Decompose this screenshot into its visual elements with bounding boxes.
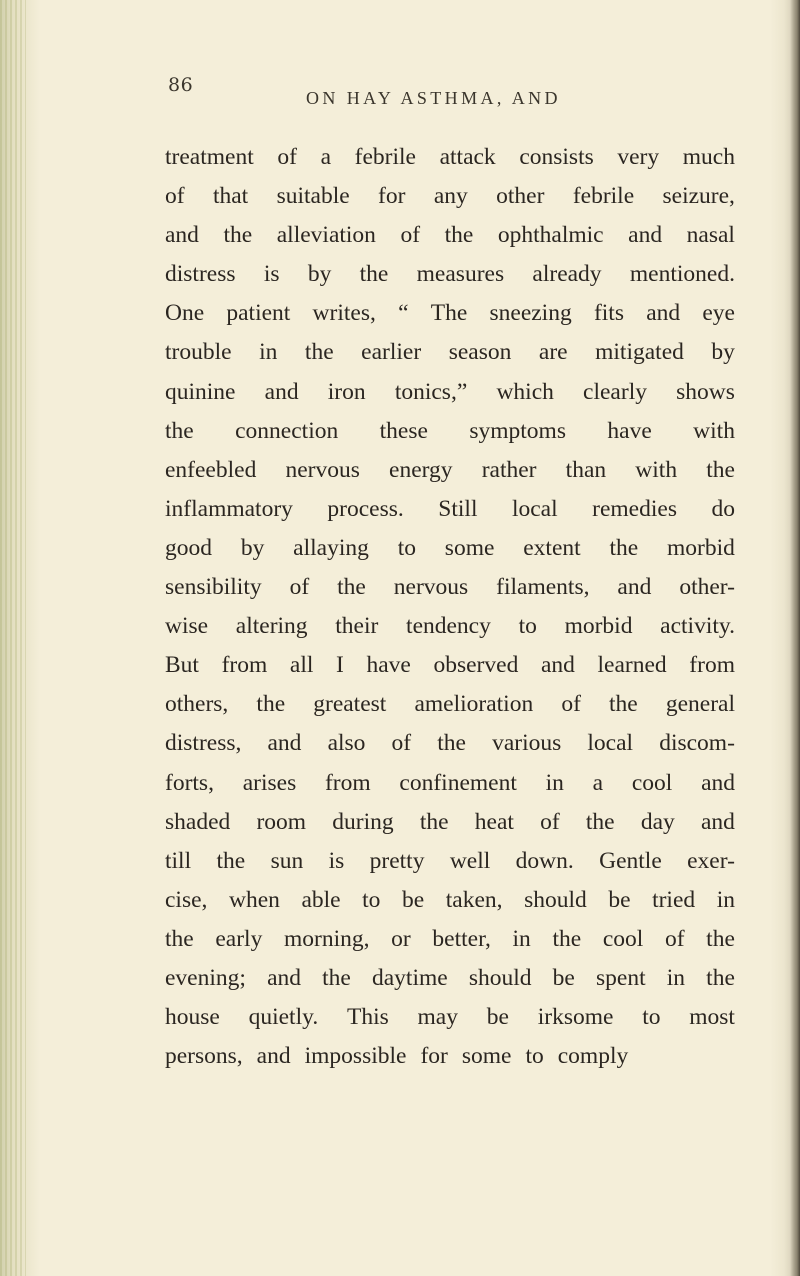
word: mitigated — [595, 339, 684, 366]
word: clearly — [583, 378, 647, 405]
word: of — [289, 574, 310, 601]
word: suitable — [276, 183, 350, 210]
word: morning, — [284, 925, 370, 952]
word: when — [228, 886, 280, 913]
word: consists — [519, 144, 594, 170]
word: patient — [226, 300, 291, 327]
word: remedies — [592, 495, 677, 522]
word: the — [256, 691, 286, 718]
word: the — [609, 534, 639, 561]
word: well — [449, 847, 491, 874]
text-line — [165, 607, 735, 646]
word: are — [538, 339, 568, 366]
word: able — [301, 886, 341, 913]
word: the — [165, 925, 194, 952]
word: by — [240, 534, 265, 561]
word: enfeebled — [165, 456, 257, 483]
word: irksome — [537, 1004, 614, 1031]
word: cool — [631, 769, 673, 796]
binding-gutter — [0, 0, 26, 1276]
word: wise — [165, 613, 209, 640]
word: from — [324, 769, 371, 796]
word: discom- — [659, 730, 735, 757]
word: and — [540, 652, 575, 679]
word: should — [524, 886, 587, 913]
word: amelioration — [414, 691, 534, 718]
word: filaments, — [496, 574, 590, 601]
text-line — [165, 177, 735, 216]
word: persons, — [165, 1043, 243, 1070]
text-line — [165, 255, 735, 294]
word: One — [165, 300, 205, 327]
word: shaded — [165, 808, 231, 835]
word: of — [664, 925, 685, 952]
text-line — [165, 959, 735, 998]
word: activity. — [660, 613, 735, 640]
word: the — [304, 339, 334, 366]
word: and — [165, 222, 199, 249]
word: to — [525, 1043, 544, 1070]
word: tendency — [406, 613, 491, 640]
word: the — [419, 808, 449, 835]
word: in — [512, 925, 531, 952]
word: and — [617, 574, 652, 601]
word: their — [335, 613, 379, 640]
word: various — [492, 730, 562, 757]
word: shows — [676, 378, 735, 405]
word: Still — [438, 495, 478, 522]
word: cise, — [165, 886, 208, 913]
word: other- — [679, 574, 735, 601]
word: tried — [652, 886, 696, 913]
word: and — [264, 378, 299, 405]
text-line — [165, 216, 735, 255]
word: distress — [165, 261, 236, 288]
word: during — [332, 808, 394, 835]
word: and — [700, 808, 735, 835]
word: arises — [242, 769, 297, 796]
word: the — [585, 808, 615, 835]
word: in — [545, 769, 564, 796]
text-line — [165, 1037, 735, 1076]
word: and — [267, 730, 302, 757]
text-line — [165, 685, 735, 724]
word: quinine — [165, 378, 236, 405]
text-line — [165, 412, 735, 451]
word: observed — [433, 652, 519, 679]
word: tonics,” — [394, 378, 468, 405]
word: nervous — [393, 574, 469, 601]
word: But — [165, 652, 199, 679]
word: or — [391, 925, 411, 952]
word: sun — [270, 847, 304, 874]
word: all — [289, 652, 314, 679]
word: allaying — [293, 534, 369, 561]
word: from — [221, 652, 268, 679]
word: exer- — [687, 847, 735, 874]
word: most — [689, 1004, 735, 1031]
word: learned — [597, 652, 667, 679]
word: spent — [596, 964, 646, 991]
word: that — [212, 183, 249, 210]
word: good — [165, 534, 212, 561]
word: be — [402, 886, 425, 913]
word: of — [400, 222, 421, 249]
word: cool — [602, 925, 644, 952]
text-line — [165, 294, 735, 333]
word: by — [711, 339, 735, 366]
word: forts, — [165, 769, 214, 796]
word: is — [328, 847, 345, 874]
word: the — [706, 456, 735, 483]
text-line — [165, 803, 735, 842]
word: trouble — [165, 339, 232, 366]
word: impossible — [304, 1043, 407, 1070]
text-line — [165, 373, 735, 412]
text-line — [165, 842, 735, 881]
word: in — [716, 886, 735, 913]
word: to — [397, 534, 416, 561]
word: nervous — [285, 456, 360, 483]
page-header — [168, 74, 768, 116]
word: the — [706, 964, 735, 991]
text-line — [165, 881, 735, 920]
word: febrile — [572, 183, 635, 210]
word: with — [693, 417, 735, 444]
word: The — [430, 300, 468, 327]
word: quietly. — [248, 1004, 319, 1031]
word: the — [706, 925, 735, 952]
word: eye — [702, 300, 735, 327]
word: a — [592, 769, 604, 796]
word: inflammatory — [165, 495, 293, 522]
word: than — [565, 456, 607, 483]
word: distress, — [165, 730, 242, 757]
page-edge — [790, 0, 800, 1276]
word: energy — [389, 456, 453, 483]
word: comply — [557, 1043, 629, 1070]
word: febrile — [354, 144, 416, 170]
word: others, — [165, 691, 229, 718]
word: “ — [398, 300, 409, 327]
word: and — [256, 1043, 291, 1070]
word: treatment — [165, 144, 254, 170]
word: Gentle — [599, 847, 662, 874]
word: attack — [439, 144, 496, 170]
body-text — [165, 138, 735, 1076]
word: a — [320, 144, 331, 170]
word: the — [552, 925, 582, 952]
word: writes, — [312, 300, 376, 327]
text-line — [165, 451, 735, 490]
word: should — [468, 964, 532, 991]
word: and — [646, 300, 681, 327]
word: general — [665, 691, 735, 718]
word: heat — [474, 808, 514, 835]
word: of — [540, 808, 560, 835]
word: local — [511, 495, 558, 522]
word: the — [223, 222, 253, 249]
word: of — [391, 730, 412, 757]
word: for — [378, 183, 406, 210]
word: evening; — [165, 964, 246, 991]
text-line — [165, 333, 735, 372]
word: house — [165, 1004, 220, 1031]
word: local — [587, 730, 634, 757]
word: any — [433, 183, 468, 210]
word: seizure, — [662, 183, 735, 210]
word: room — [256, 808, 307, 835]
word: and — [267, 964, 301, 991]
word: altering — [235, 613, 308, 640]
word: the — [337, 574, 366, 601]
word: from — [689, 652, 735, 679]
word: early — [215, 925, 263, 952]
text-line — [165, 724, 735, 763]
word: have — [366, 652, 411, 679]
word: other — [496, 183, 545, 210]
running-head: ON HAY ASTHMA, AND — [306, 88, 561, 108]
word: sensibility — [165, 574, 262, 601]
word: pretty — [369, 847, 425, 874]
word: and — [701, 769, 735, 796]
word: morbid — [564, 613, 633, 640]
word: better, — [432, 925, 491, 952]
word: the — [444, 222, 474, 249]
word: and — [628, 222, 663, 249]
word: of — [277, 144, 297, 170]
word: the — [609, 691, 638, 718]
word: in — [259, 339, 278, 366]
word: I — [336, 652, 344, 679]
word: of — [561, 691, 581, 718]
word: confinement — [399, 769, 517, 796]
word: day — [640, 808, 675, 835]
word: may — [417, 1004, 458, 1031]
word: already — [532, 261, 602, 288]
word: have — [607, 417, 652, 444]
word: some — [444, 534, 495, 561]
word: do — [711, 495, 735, 522]
text-line — [165, 568, 735, 607]
word: be — [552, 964, 575, 991]
word: season — [448, 339, 512, 366]
word: is — [263, 261, 280, 288]
word: symptoms — [469, 417, 566, 444]
word: ophthalmic — [497, 222, 604, 249]
word: of — [165, 183, 185, 210]
word: extent — [523, 534, 581, 561]
text-line — [165, 920, 735, 959]
word: be — [486, 1004, 509, 1031]
text-line — [165, 138, 735, 177]
page-number: 86 — [168, 74, 194, 96]
word: till — [165, 847, 192, 874]
text-line — [165, 764, 735, 803]
word: measures — [416, 261, 505, 288]
word: connection — [235, 417, 339, 444]
word: daytime — [372, 964, 448, 991]
word: nasal — [686, 222, 735, 249]
text-line — [165, 646, 735, 685]
word: morbid — [667, 534, 735, 561]
word: fits — [593, 300, 624, 327]
text-line — [165, 529, 735, 568]
word: sneezing — [489, 300, 572, 327]
word: rather — [481, 456, 537, 483]
text-line — [165, 998, 735, 1037]
word: very — [617, 144, 660, 170]
word: the — [165, 417, 194, 444]
word: to — [518, 613, 537, 640]
word: This — [346, 1004, 389, 1031]
word: to — [362, 886, 381, 913]
word: the — [359, 261, 389, 288]
word: the — [437, 730, 466, 757]
word: alleviation — [276, 222, 376, 249]
word: greatest — [313, 691, 387, 718]
word: the — [322, 964, 351, 991]
word: taken, — [445, 886, 503, 913]
word: also — [327, 730, 366, 757]
word: the — [216, 847, 246, 874]
text-line — [165, 490, 735, 529]
word: earlier — [361, 339, 422, 366]
word: these — [379, 417, 428, 444]
word: mentioned. — [629, 261, 735, 288]
word: iron — [327, 378, 366, 405]
word: for — [420, 1043, 448, 1070]
word: which — [496, 378, 554, 405]
word: be — [608, 886, 631, 913]
word: down. — [515, 847, 574, 874]
word: with — [635, 456, 678, 483]
word: to — [642, 1004, 661, 1031]
word: by — [307, 261, 332, 288]
word: process. — [327, 495, 404, 522]
word: in — [666, 964, 686, 991]
word: much — [682, 144, 735, 170]
word: some — [461, 1043, 512, 1070]
